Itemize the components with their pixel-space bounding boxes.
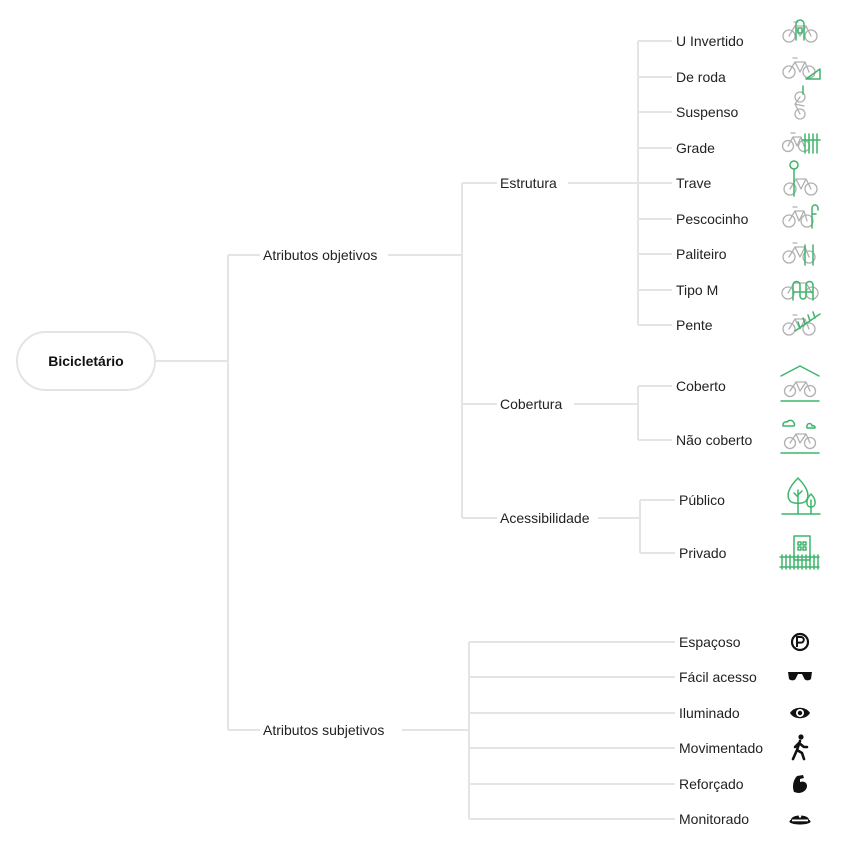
root-label: Bicicletário — [48, 353, 124, 369]
eye-icon — [780, 693, 820, 733]
trees-icon — [780, 476, 820, 516]
leaf-label: Movimentado — [676, 739, 766, 757]
parking-icon — [780, 622, 820, 662]
building-fence-icon — [779, 533, 819, 573]
group-acessibilidade-label: Acessibilidade — [497, 509, 593, 527]
branch-subjective-label: Atributos subjetivos — [260, 721, 387, 739]
leaf-label: Grade — [673, 139, 718, 157]
sunglasses-icon — [780, 657, 820, 697]
leaf-label: Espaçoso — [676, 633, 743, 651]
bike-toothpick-rack-icon — [780, 232, 820, 272]
leaf-label: Coberto — [673, 377, 729, 395]
leaf-label: Fácil acesso — [676, 668, 760, 686]
leaf-label: Paliteiro — [673, 245, 730, 263]
leaf-label: Reforçado — [676, 775, 747, 793]
bike-suspended-rack-icon — [780, 84, 820, 124]
leaf-label: Trave — [673, 174, 714, 192]
group-cobertura-label: Cobertura — [497, 395, 565, 413]
root-node — [16, 331, 156, 391]
leaf-label: Tipo M — [673, 281, 721, 299]
leaf-label: Iluminado — [676, 704, 743, 722]
bike-m-rack-icon — [780, 268, 820, 308]
leaf-label: U Invertido — [673, 32, 747, 50]
bike-wheel-rack-icon — [780, 47, 820, 87]
bike-grid-rack-icon — [780, 121, 820, 161]
flexed-arm-icon — [780, 764, 820, 804]
leaf-label: Monitorado — [676, 810, 752, 828]
bike-clouds-icon — [780, 416, 820, 456]
leaf-label: Não coberto — [673, 431, 755, 449]
leaf-label: De roda — [673, 68, 729, 86]
group-estrutura-label: Estrutura — [497, 174, 560, 192]
walking-person-icon — [780, 728, 820, 768]
bike-comb-rack-icon — [780, 304, 820, 344]
bike-u-inverted-rack-icon — [780, 10, 820, 50]
police-cap-icon — [780, 799, 820, 839]
leaf-label: Privado — [676, 544, 729, 562]
leaf-label: Público — [676, 491, 728, 509]
bike-neck-rack-icon — [780, 196, 820, 236]
bike-roof-icon — [780, 364, 820, 404]
branch-objective-label: Atributos objetivos — [260, 246, 380, 264]
leaf-label: Suspenso — [673, 103, 741, 121]
leaf-label: Pente — [673, 316, 716, 334]
bike-post-rack-icon — [780, 160, 820, 200]
leaf-label: Pescocinho — [673, 210, 751, 228]
